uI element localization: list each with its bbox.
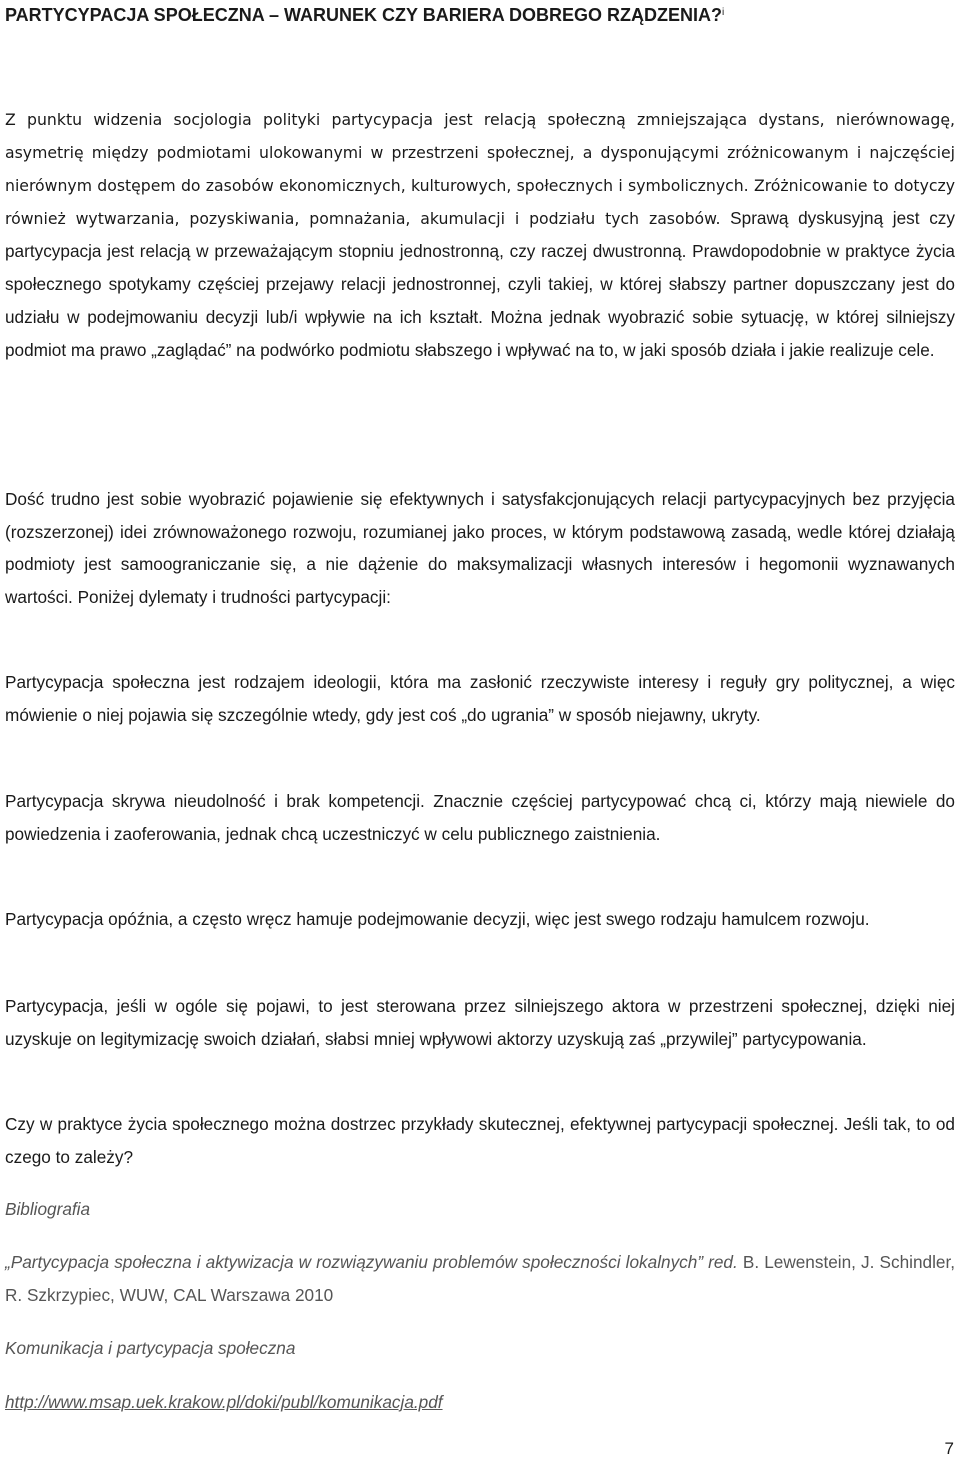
title-footnote-marker[interactable]: i: [722, 7, 725, 18]
bibliography-entry-2-link[interactable]: http://www.msap.uek.krakow.pl/doki/publ/komunikacja.pdf: [5, 1392, 443, 1412]
title-text: PARTYCYPACJA SPOŁECZNA – WARUNEK CZY BARIERA DOBREGO RZĄDZENIA?: [5, 5, 723, 25]
paragraph-sustainable-development: Dość trudno jest sobie wyobrazić pojawienie się efektywnych i satysfakcjonujących relacji partycypacyjnych bez przyjęcia (rozszerzonej) idei zrównoważonego rozwoju, rozumianej jako proces, w którym podstawową zasadą, wedle której działają podmioty jest samoograniczanie się, a nie dążenie do maksymalizacji własnych interesów i hegomonii wyznawanych wartości. Poniżej dylematy i trudności partycypacji:: [5, 489, 955, 607]
bibliography-entry-1-details: B. Lewenstein, J. Schindler, R. Szkrzypiec, WUW, CAL Warszawa 2010: [5, 1252, 955, 1305]
paragraph-intro-part-b: Sprawą dyskusyjną jest czy partycypacja jest relacją w przeważającym stopniu jednostronną, czy raczej dwustronną. Prawdopodobnie w praktyce życia społecznego spotykamy częściej przejawy relacji jednostronnej, czyli takiej, w której słabszy partner dopuszczany jest do udziału w podejmowaniu decyzji lub/i wpływie na ich kształt. Można jednak wyobrazić sobie sytuację, w której silniejszy podmiot ma prawo „zaglądać” na podwórko podmiotu słabszego i wpływać na to, w jaki sposób działa i jakie realizuje cele.: [5, 208, 955, 360]
document-title: [5, 4, 724, 26]
paragraph-intro: [5, 103, 955, 367]
bibliography-heading: Bibliografia: [5, 1199, 91, 1219]
paragraph-dilemma-ideology: Partycypacja społeczna jest rodzajem ideologii, która ma zasłonić rzeczywiste interesy i reguły gry politycznej, a więc mówienie o niej pojawia się szczególnie wtedy, gdy jest coś „do ugrania” w sposób niejawny, ukryty.: [5, 672, 955, 725]
paragraph-dilemma-incompetence: Partycypacja skrywa nieudolność i brak kompetencji. Znacznie częściej partycypować chcą ci, którzy mają niewiele do powiedzenia i zaoferowania, jednak chcą uczestniczyć w celu publicznego zaistnienia.: [5, 791, 955, 844]
page-number: 7: [944, 1439, 954, 1458]
paragraph-question: Czy w praktyce życia społecznego można dostrzec przykłady skutecznej, efektywnej partycypacji społecznej. Jeśli tak, to od czego to zależy?: [5, 1114, 955, 1167]
bibliography-entry-1-title: „Partycypacja społeczna i aktywizacja w rozwiązywaniu problemów społeczności lokalnych” red.: [5, 1252, 738, 1272]
paragraph-dilemma-delay: Partycypacja opóźnia, a często wręcz hamuje podejmowanie decyzji, więc jest swego rodzaju hamulcem rozwoju.: [5, 909, 870, 929]
paragraph-dilemma-steering: Partycypacja, jeśli w ogóle się pojawi, to jest sterowana przez silniejszego aktora w przestrzeni społecznej, dzięki niej uzyskuje on legitymizację swoich działań, słabsi mniej wpływowi aktorzy uzyskują zaś „przywilej” partycypowania.: [5, 996, 955, 1049]
paragraph-intro-part-a: Z punktu widzenia socjologia polityki partycypacja jest relacją społeczną zmniejszająca dystans, nierównowagę, asymetrię między podmiotami ulokowanymi w przestrzeni społecznej, a dysponującymi zróżnicowanym i najczęściej nierównym dostępem do zasobów ekonomicznych, kulturowych, społecznych i symbolicznych. Zróżnicowanie to dotyczy również wytwarzania, pozyskiwania, pomnażania, akumulacji i podziału tych zasobów.: [5, 110, 955, 228]
bibliography-entry-1: [5, 1246, 955, 1311]
bibliography-entry-2-title: Komunikacja i partycypacja społeczna: [5, 1338, 296, 1358]
